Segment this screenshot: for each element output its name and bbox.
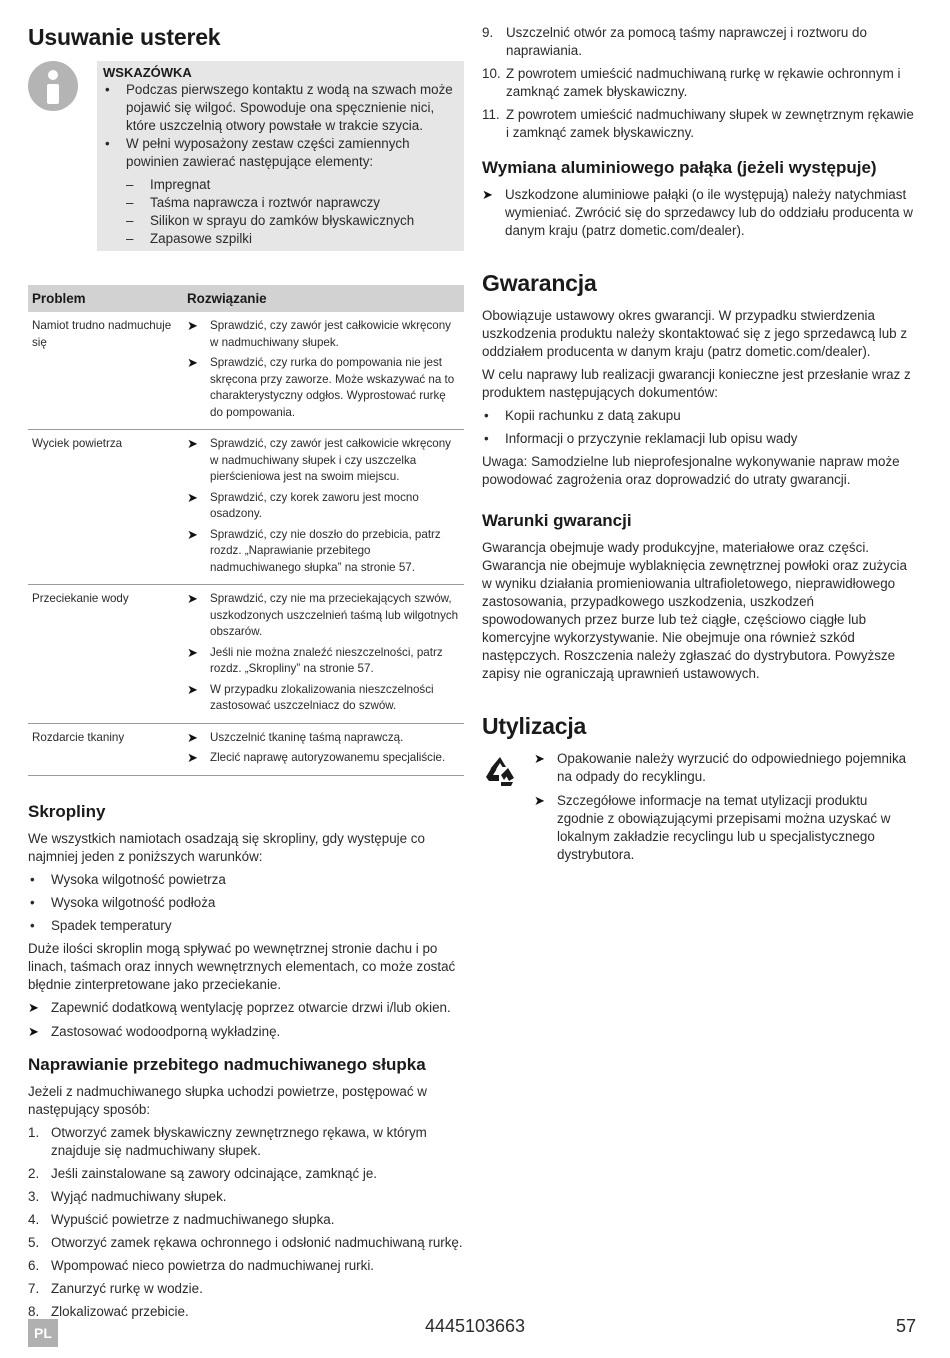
step-item: 5. Otworzyć zamek rękawa ochronnego i odsłonić nadmuchiwaną rurkę. bbox=[28, 1234, 463, 1250]
action-text: Opakowanie należy wyrzucić do odpowiedniego pojemnika na odpady do recyklingu. bbox=[557, 751, 907, 784]
solution-text: Sprawdzić, czy zawór jest całkowicie wkręcony w nadmuchiwany słupek. bbox=[210, 319, 451, 349]
step-item: 1. Otworzyć zamek błyskawiczny zewnętrznego rękawa, w którym znajduje się nadmuchiwany słupek. bbox=[28, 1124, 427, 1158]
arrow-right-icon: ➤ bbox=[187, 489, 198, 505]
arrow-right-icon: ➤ bbox=[187, 526, 198, 542]
paragraph: Jeżeli z nadmuchiwanego słupka uchodzi powietrze, postępować w następujący sposób: bbox=[28, 1083, 427, 1117]
step-item: 10. Z powrotem umieścić nadmuchiwaną rurkę w rękawie ochronnym i zamknąć zamek błyskawiczny. bbox=[482, 66, 901, 99]
document-number: 4445103663 bbox=[424, 1316, 526, 1336]
note-label: WSKAZÓWKA bbox=[103, 65, 192, 80]
solution-text: W przypadku zlokalizowania nieszczelności zastosować uszczelniacz do szwów. bbox=[210, 682, 434, 712]
arrow-right-icon: ➤ bbox=[187, 750, 198, 765]
step-item: 4. Wypuścić powietrze z nadmuchiwanego słupka. bbox=[28, 1211, 335, 1227]
paragraph: Obowiązuje ustawowy okres gwarancji. W przypadku stwierdzenia uszkodzenia produktu należy skontaktować się z jego sprzedawcą lub z oddziałem producenta w danym kraju (patrz dometic.com/dealer). bbox=[482, 308, 908, 359]
recycle-icon bbox=[482, 754, 518, 790]
list-item: • Kopii rachunku z datą zakupu bbox=[482, 407, 914, 425]
kit-item: – Taśma naprawcza i roztwór naprawczy bbox=[126, 194, 454, 212]
list-item: • Informacji o przyczynie reklamacji lub opisu wady bbox=[482, 430, 914, 448]
paragraph: Uwaga: Samodzielne lub nieprofesjonalne wykonywanie napraw może powodować zagrożenia oraz doprowadzić do utraty gwarancji. bbox=[482, 454, 900, 487]
left-column bbox=[28, 24, 464, 1335]
step-item: 9. Uszczelnić otwór za pomocą taśmy naprawczej i roztworu do naprawiania. bbox=[482, 25, 867, 58]
solution-cell bbox=[183, 585, 464, 724]
problem-cell: Wyciek powietrza bbox=[28, 430, 183, 585]
section-title: Gwarancja bbox=[482, 270, 597, 296]
list-item: • Wysoka wilgotność podłoża bbox=[28, 894, 464, 912]
step-item: 7. Zanurzyć rurkę w wodzie. bbox=[28, 1280, 203, 1296]
arrow-right-icon: ➤ bbox=[534, 751, 545, 766]
language-badge: PL bbox=[28, 1319, 58, 1347]
action-text: Zapewnić dodatkową wentylację poprzez otwarcie drzwi i/lub okien. bbox=[51, 999, 451, 1015]
solution-text: Sprawdzić, czy zawór jest całkowicie wkręcony w nadmuchiwany słupek i czy uszczelka pierścieniowa jest na swoim miejscu. bbox=[210, 437, 451, 483]
solution-cell bbox=[183, 723, 464, 775]
action-text: Uszkodzone aluminiowe pałąki (o ile występują) należy natychmiast wymieniać. Zwrócić się do sprzedawcy lub do oddziału producenta w danym kraju (patrz dometic.com/dealer). bbox=[505, 187, 913, 238]
step-item: 6. Wpompować nieco powietrza do nadmuchiwanej rurki. bbox=[28, 1257, 375, 1273]
step-item: 2. Jeśli zainstalowane są zawory odcinające, zamknąć je. bbox=[28, 1165, 377, 1181]
solution-text: Jeśli nie można znaleźć nieszczelności, patrz rozdz. „Skropliny” na stronie 57. bbox=[210, 645, 443, 675]
note-bullet: • Podczas pierwszego kontaktu z wodą na szwach może pojawić się wilgoć. Spowoduje ona spęcznienie nici, które uszczelnią otwory powstałe w trakcie szycia. bbox=[103, 81, 454, 135]
solution-text: Sprawdzić, czy nie ma przeciekających szwów, uszkodzonych uszczelnień taśmą lub wilgotnych obszarów. bbox=[210, 592, 459, 638]
paragraph: W celu naprawy lub realizacji gwarancji konieczne jest przesłanie wraz z produktem następujących dokumentów: bbox=[482, 367, 911, 400]
list-item: • Wysoka wilgotność powietrza bbox=[28, 871, 464, 889]
arrow-right-icon: ➤ bbox=[534, 793, 545, 808]
solution-text: Uszczelnić tkaninę taśmą naprawczą. bbox=[210, 730, 404, 744]
problem-cell: Namiot trudno nadmuchuje się bbox=[28, 312, 183, 430]
note-bullet: • W pełni wyposażony zestaw części zamiennych powinien zawierać następujące elementy: bbox=[103, 135, 454, 171]
action-text: Zastosować wodoodporną wykładzinę. bbox=[51, 1023, 281, 1039]
alu-section bbox=[482, 158, 914, 240]
info-icon bbox=[28, 61, 78, 111]
table-row bbox=[28, 585, 464, 724]
arrow-right-icon: ➤ bbox=[28, 1023, 39, 1039]
repair-section bbox=[28, 1055, 464, 1321]
section-heading: Warunki gwarancji bbox=[482, 511, 632, 530]
solution-text: Zlecić naprawę autoryzowanemu specjaliście. bbox=[210, 751, 446, 764]
condensation-section bbox=[28, 802, 464, 1041]
section-heading: Naprawianie przebitego nadmuchiwanego słupka bbox=[28, 1054, 426, 1074]
kit-item: – Silikon w sprayu do zamków błyskawicznych bbox=[126, 212, 454, 230]
arrow-right-icon: ➤ bbox=[187, 436, 198, 451]
table-header-solution: Rozwiązanie bbox=[183, 285, 464, 312]
page-number: 57 bbox=[895, 1316, 916, 1336]
arrow-right-icon: ➤ bbox=[187, 681, 198, 697]
arrow-right-icon: ➤ bbox=[28, 999, 39, 1015]
problem-cell: Rozdarcie tkaniny bbox=[28, 723, 183, 775]
section-heading: Skropliny bbox=[28, 801, 106, 821]
warranty-section bbox=[482, 270, 914, 489]
kit-item: – Zapasowe szpilki bbox=[126, 230, 454, 248]
disposal-section bbox=[482, 713, 914, 864]
right-column bbox=[482, 24, 914, 878]
conditions-section bbox=[482, 511, 914, 683]
paragraph: Duże ilości skroplin mogą spływać po wewnętrznej stronie dachu i po linach, taśmach oraz innych wewnętrznych elementach, co może zostać błędnie zinterpretowane jako przeciekanie. bbox=[28, 940, 456, 992]
solution-text: Sprawdzić, czy nie doszło do przebicia, patrz rozdz. „Naprawianie przebitego nadmuchiwanego słupka” na stronie 57. bbox=[210, 527, 441, 574]
paragraph: We wszystkich namiotach osadzają się skropliny, gdy występuje co najmniej jeden z poniższych warunków: bbox=[28, 830, 425, 864]
table-row bbox=[28, 723, 464, 775]
section-heading: Wymiana aluminiowego pałąka (jeżeli występuje) bbox=[482, 158, 877, 177]
step-item: 11. Z powrotem umieścić nadmuchiwany słupek w zewnętrznym rękawie i zamknąć zamek błyskawiczny. bbox=[482, 107, 914, 140]
solution-cell bbox=[183, 312, 464, 430]
arrow-right-icon: ➤ bbox=[482, 187, 493, 202]
arrow-right-icon: ➤ bbox=[187, 355, 198, 370]
page-title: Usuwanie usterek bbox=[28, 24, 221, 50]
solution-cell bbox=[183, 430, 464, 585]
step-item: 3. Wyjąć nadmuchiwany słupek. bbox=[28, 1188, 227, 1204]
problem-cell: Przeciekanie wody bbox=[28, 585, 183, 724]
note-box bbox=[97, 61, 464, 251]
action-text: Szczegółowe informacje na temat utylizacji produktu zgodnie z obowiązującymi przepisami można uzyskać w lokalnym zakładzie recyclingu lub u specjalistycznego dystrybutora. bbox=[557, 793, 891, 862]
list-item: • Spadek temperatury bbox=[28, 917, 464, 935]
troubleshooting-table bbox=[28, 285, 464, 776]
arrow-right-icon: ➤ bbox=[187, 318, 198, 333]
step-item: 8. Zlokalizować przebicie. bbox=[28, 1303, 189, 1319]
note-block bbox=[28, 61, 464, 257]
section-title: Utylizacja bbox=[482, 713, 587, 739]
arrow-right-icon: ➤ bbox=[187, 644, 198, 660]
table-row bbox=[28, 312, 464, 430]
arrow-right-icon: ➤ bbox=[187, 729, 198, 745]
table-row bbox=[28, 430, 464, 585]
paragraph: Gwarancja obejmuje wady produkcyjne, materiałowe oraz części. Gwarancja nie obejmuje wyblaknięcia zewnętrznej powłoki oraz zużycia w wyniku działania promieniowania ultrafioletowego, nieprawidłowego zastosowania, przypadkowego uszkodzenia, uszkodzeń spowodowanych przez burze lub też ciągłe, częściowo ciągłe lub komercyjne wykorzystywanie. Nie obejmuje ona również szkód następczych. Roszczenia należy zgłaszać do dystrybutora. Powyższe zapisy nie ograniczają uprawnień ustawowych. bbox=[482, 540, 907, 681]
table-header-problem: Problem bbox=[28, 285, 183, 312]
solution-text: Sprawdzić, czy korek zaworu jest mocno osadzony. bbox=[210, 490, 419, 520]
solution-text: Sprawdzić, czy rurka do pompowania nie jest skręcona przy zaworze. Może wskazywać na to charakterystyczny odgłos. Wyprostować rurkę do pompowania. bbox=[210, 356, 455, 419]
kit-item: – Impregnat bbox=[126, 176, 454, 194]
arrow-right-icon: ➤ bbox=[187, 591, 198, 606]
